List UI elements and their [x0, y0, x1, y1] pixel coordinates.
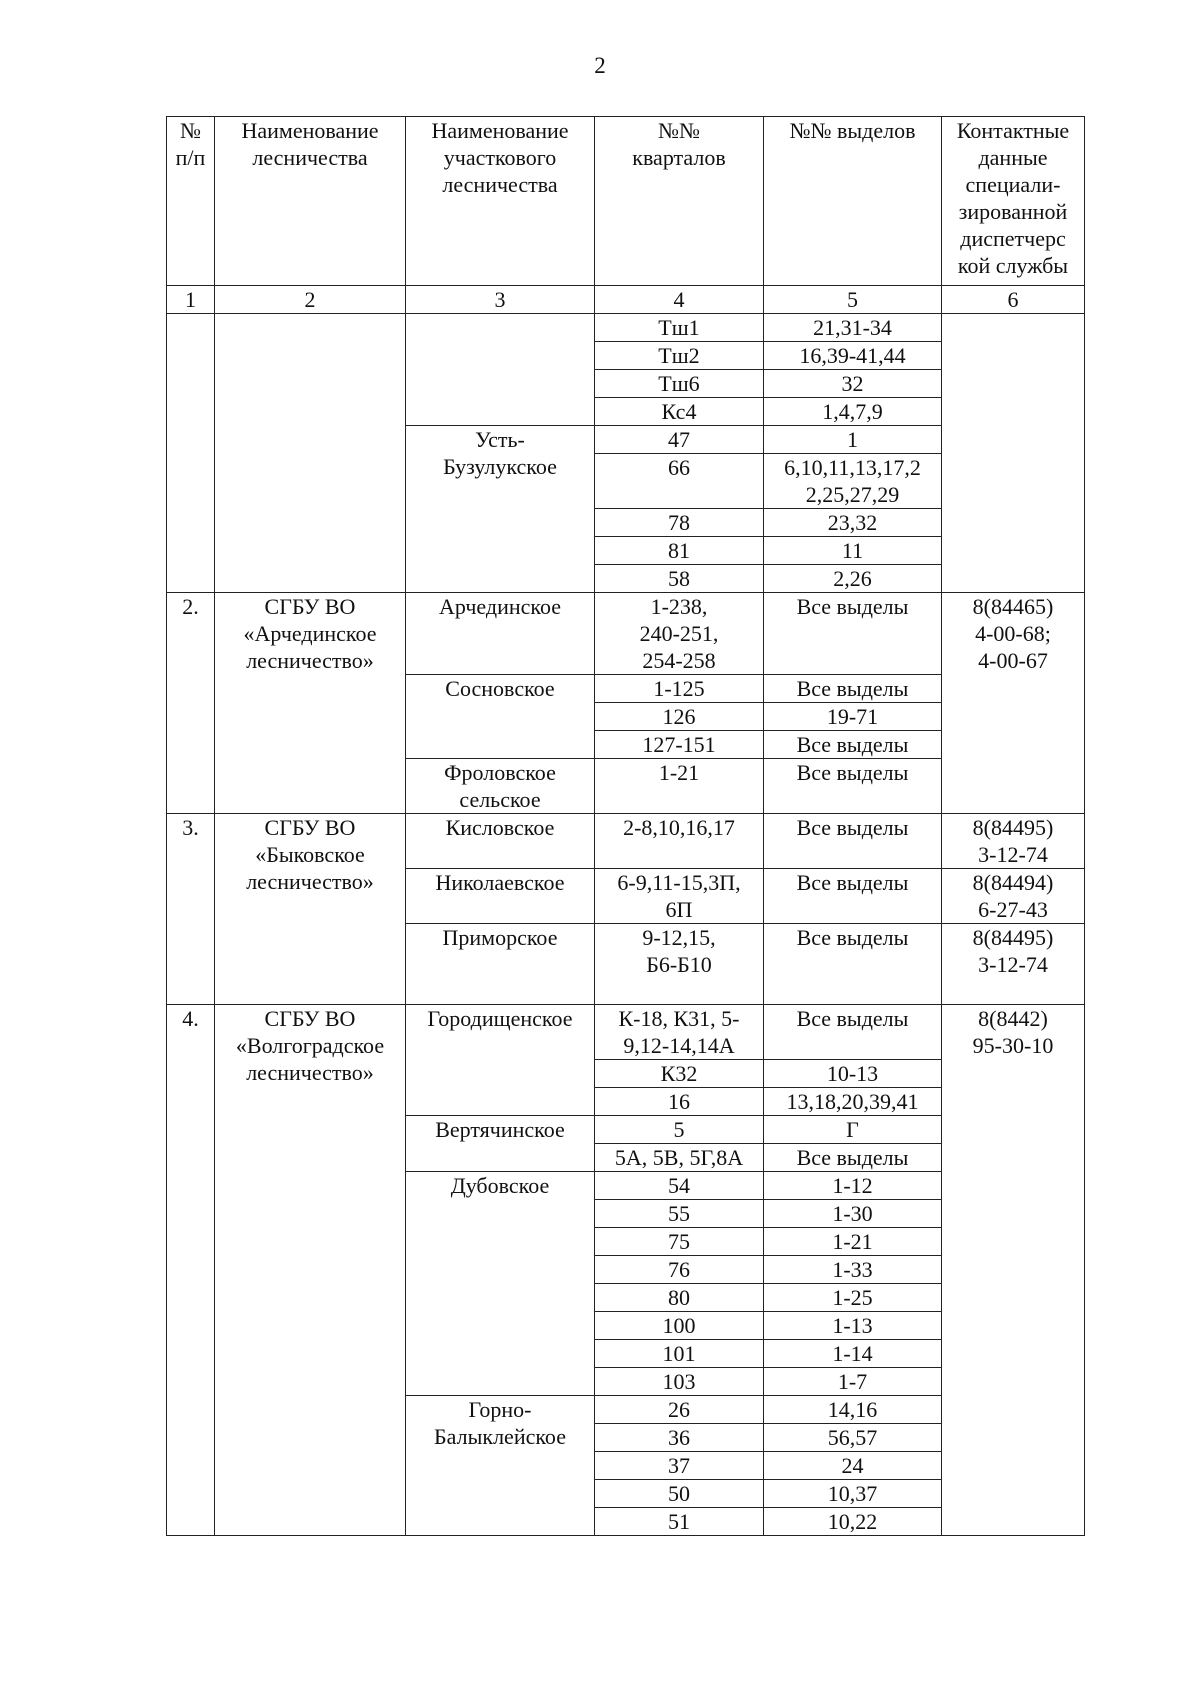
header-district-forestry-name: Наименование участкового лесничества — [406, 117, 595, 286]
quarter-cell: 103 — [595, 1368, 764, 1396]
row-number: 2. — [167, 593, 215, 814]
column-number: 2 — [215, 286, 406, 314]
quarter-cell: 36 — [595, 1424, 764, 1452]
district-forestry-name: Сосновское — [406, 675, 595, 759]
allotment-cell: Все выделы — [764, 675, 942, 703]
header-forestry-name: Наименование лесничества — [215, 117, 406, 286]
contact-cell — [942, 314, 1085, 593]
quarter-cell: 5А, 5В, 5Г,8А — [595, 1144, 764, 1172]
quarter-cell: 80 — [595, 1284, 764, 1312]
allotment-cell: 32 — [764, 370, 942, 398]
quarter-cell: 37 — [595, 1452, 764, 1480]
allotment-cell: Все выделы — [764, 759, 942, 814]
allotment-cell: 1-21 — [764, 1228, 942, 1256]
quarter-cell: 16 — [595, 1088, 764, 1116]
contact-cell: 8(84495) 3-12-74 — [942, 924, 1085, 1005]
allotment-cell: 19-71 — [764, 703, 942, 731]
quarter-cell: 126 — [595, 703, 764, 731]
quarter-cell: 6-9,11-15,3П, 6П — [595, 869, 764, 924]
allotment-cell: 21,31-34 — [764, 314, 942, 342]
district-forestry-name: Кисловское — [406, 814, 595, 869]
quarter-cell: Тш1 — [595, 314, 764, 342]
quarter-cell: 1-125 — [595, 675, 764, 703]
allotment-cell: 1 — [764, 426, 942, 454]
table-body — [167, 314, 1085, 1536]
allotment-cell: 1-25 — [764, 1284, 942, 1312]
quarter-cell: 26 — [595, 1396, 764, 1424]
quarter-cell: 78 — [595, 509, 764, 537]
district-forestry-name — [406, 314, 595, 426]
forestry-name: СГБУ ВО «Быковское лесничество» — [215, 814, 406, 1005]
quarter-cell: 5 — [595, 1116, 764, 1144]
table-row — [167, 814, 1085, 869]
quarter-cell: 75 — [595, 1228, 764, 1256]
header-quarters: №№ кварталов — [595, 117, 764, 286]
allotment-cell: Все выделы — [764, 593, 942, 675]
district-forestry-name: Николаевское — [406, 869, 595, 924]
district-forestry-name: Арчединское — [406, 593, 595, 675]
district-forestry-name: Вертячинское — [406, 1116, 595, 1172]
quarter-cell: 1-21 — [595, 759, 764, 814]
allotment-cell: 10,37 — [764, 1480, 942, 1508]
forestry-name — [215, 314, 406, 593]
allotment-cell: 11 — [764, 537, 942, 565]
table-row — [167, 314, 1085, 342]
allotment-cell: 10-13 — [764, 1060, 942, 1088]
quarter-cell: 76 — [595, 1256, 764, 1284]
quarter-cell: 58 — [595, 565, 764, 593]
quarter-cell: 54 — [595, 1172, 764, 1200]
contact-cell: 8(84465) 4-00-68; 4-00-67 — [942, 593, 1085, 814]
quarter-cell: Кс4 — [595, 398, 764, 426]
allotment-cell: 1,4,7,9 — [764, 398, 942, 426]
allotment-cell: 2,26 — [764, 565, 942, 593]
column-number: 5 — [764, 286, 942, 314]
quarter-cell: 1-238, 240-251, 254-258 — [595, 593, 764, 675]
column-number-row — [167, 286, 1085, 314]
forestry-name: СГБУ ВО «Арчединское лесничество» — [215, 593, 406, 814]
allotment-cell: 13,18,20,39,41 — [764, 1088, 942, 1116]
allotment-cell: 1-13 — [764, 1312, 942, 1340]
quarter-cell: 51 — [595, 1508, 764, 1536]
quarter-cell: 66 — [595, 454, 764, 509]
allotment-cell: Г — [764, 1116, 942, 1144]
forestry-table — [166, 116, 1085, 1536]
quarter-cell: К32 — [595, 1060, 764, 1088]
column-number: 1 — [167, 286, 215, 314]
district-forestry-name: Фроловское сельское — [406, 759, 595, 814]
allotment-cell: 1-14 — [764, 1340, 942, 1368]
allotment-cell: 1-7 — [764, 1368, 942, 1396]
quarter-cell: 101 — [595, 1340, 764, 1368]
column-number: 4 — [595, 286, 764, 314]
allotment-cell: Все выделы — [764, 1144, 942, 1172]
allotment-cell: 16,39-41,44 — [764, 342, 942, 370]
allotment-cell: 1-12 — [764, 1172, 942, 1200]
quarter-cell: К-18, К31, 5- 9,12-14,14А — [595, 1005, 764, 1060]
allotment-cell: Все выделы — [764, 869, 942, 924]
quarter-cell: 127-151 — [595, 731, 764, 759]
allotment-cell: Все выделы — [764, 1005, 942, 1060]
quarter-cell: Тш6 — [595, 370, 764, 398]
quarter-cell: 47 — [595, 426, 764, 454]
quarter-cell: Тш2 — [595, 342, 764, 370]
allotment-cell: 1-30 — [764, 1200, 942, 1228]
quarter-cell: 2-8,10,16,17 — [595, 814, 764, 869]
quarter-cell: 55 — [595, 1200, 764, 1228]
contact-cell: 8(84495) 3-12-74 — [942, 814, 1085, 869]
page-number: 2 — [594, 53, 606, 78]
column-number: 6 — [942, 286, 1085, 314]
contact-cell: 8(84494) 6-27-43 — [942, 869, 1085, 924]
allotment-cell: Все выделы — [764, 814, 942, 869]
quarter-cell: 100 — [595, 1312, 764, 1340]
quarter-cell: 81 — [595, 537, 764, 565]
allotment-cell: Все выделы — [764, 924, 942, 1005]
row-number: 3. — [167, 814, 215, 1005]
header-allotments: №№ выделов — [764, 117, 942, 286]
allotment-cell: 23,32 — [764, 509, 942, 537]
forestry-name: СГБУ ВО «Волгоградское лесничество» — [215, 1005, 406, 1536]
row-number: 4. — [167, 1005, 215, 1536]
contact-cell: 8(8442) 95-30-10 — [942, 1005, 1085, 1536]
allotment-cell: 10,22 — [764, 1508, 942, 1536]
allotment-cell: 24 — [764, 1452, 942, 1480]
district-forestry-name: Горно- Балыклейское — [406, 1396, 595, 1536]
table-row — [167, 1005, 1085, 1060]
quarter-cell: 9-12,15, Б6-Б10 — [595, 924, 764, 1005]
district-forestry-name: Усть- Бузулукское — [406, 426, 595, 593]
header-row — [167, 117, 1085, 286]
district-forestry-name: Городищенское — [406, 1005, 595, 1116]
row-number — [167, 314, 215, 593]
allotment-cell: 14,16 — [764, 1396, 942, 1424]
header-contacts: Контактные данные специали- зированной диспетчерс кой службы — [942, 117, 1085, 286]
header-number: № п/п — [167, 117, 215, 286]
district-forestry-name: Дубовское — [406, 1172, 595, 1396]
table-row — [167, 593, 1085, 675]
column-number: 3 — [406, 286, 595, 314]
allotment-cell: 56,57 — [764, 1424, 942, 1452]
allotment-cell: 1-33 — [764, 1256, 942, 1284]
allotment-cell: Все выделы — [764, 731, 942, 759]
district-forestry-name: Приморское — [406, 924, 595, 1005]
allotment-cell: 6,10,11,13,17,2 2,25,27,29 — [764, 454, 942, 509]
quarter-cell: 50 — [595, 1480, 764, 1508]
